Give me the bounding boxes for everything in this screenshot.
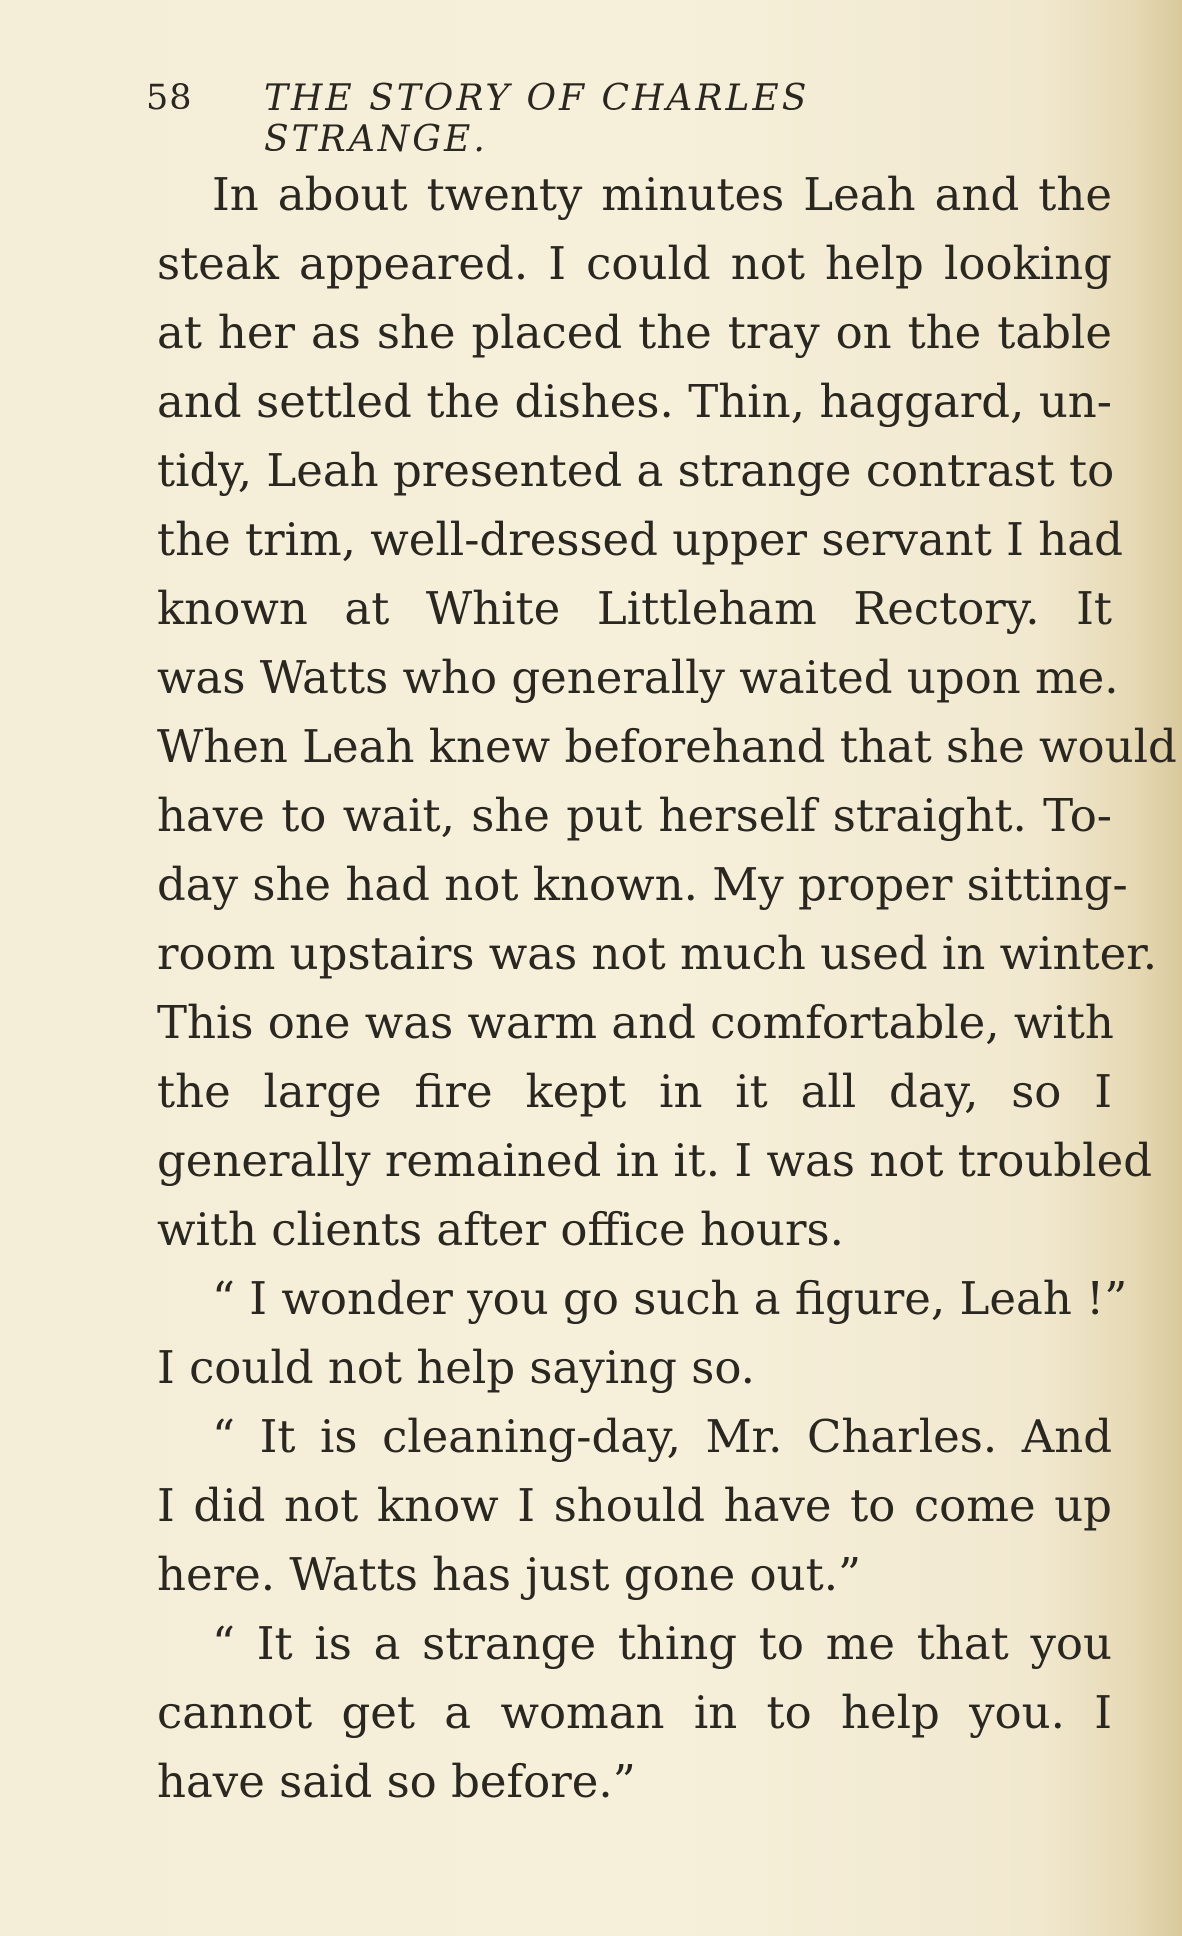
text-line: have said so before.” xyxy=(157,1755,636,1808)
text-line: steak appeared. I could not help looking xyxy=(157,237,1112,290)
text-line: have to wait, she put herself straight. To- xyxy=(157,789,1112,842)
text-line: generally remained in it. I was not troubled xyxy=(157,1134,1153,1187)
text-line: here. Watts has just gone out.” xyxy=(157,1548,862,1601)
page-header xyxy=(146,78,1006,160)
text-line: known at White Littleham Rectory. It xyxy=(157,582,1112,635)
text-line: at her as she placed the tray on the table xyxy=(157,306,1112,359)
page-number: 58 xyxy=(146,78,193,118)
text-line: In about twenty minutes Leah and the xyxy=(212,168,1112,221)
text-line: “ It is a strange thing to me that you xyxy=(212,1617,1112,1670)
text-line: the trim, well-dressed upper servant I had xyxy=(157,513,1123,566)
text-line: “ It is cleaning-day, Mr. Charles. And xyxy=(212,1410,1112,1463)
text-line: with clients after office hours. xyxy=(157,1203,844,1256)
text-line: cannot get a woman in to help you. I xyxy=(157,1686,1112,1739)
text-line: tidy, Leah presented a strange contrast to xyxy=(157,444,1115,497)
text-line: the large fire kept in it all day, so I xyxy=(157,1065,1112,1118)
text-line: was Watts who generally waited upon me. xyxy=(157,651,1119,704)
text-line: When Leah knew beforehand that she would xyxy=(157,720,1177,773)
text-line: day she had not known. My proper sitting- xyxy=(157,858,1128,911)
text-line: room upstairs was not much used in winter. xyxy=(157,927,1158,980)
text-line: This one was warm and comfortable, with xyxy=(157,996,1114,1049)
text-line: I could not help saying so. xyxy=(157,1341,755,1394)
text-line: “ I wonder you go such a figure, Leah !” xyxy=(212,1272,1128,1325)
running-title: THE STORY OF CHARLES STRANGE. xyxy=(264,78,810,160)
text-line: I did not know I should have to come up xyxy=(157,1479,1112,1532)
body-text xyxy=(157,160,1177,1816)
text-line: and settled the dishes. Thin, haggard, un- xyxy=(157,375,1112,428)
